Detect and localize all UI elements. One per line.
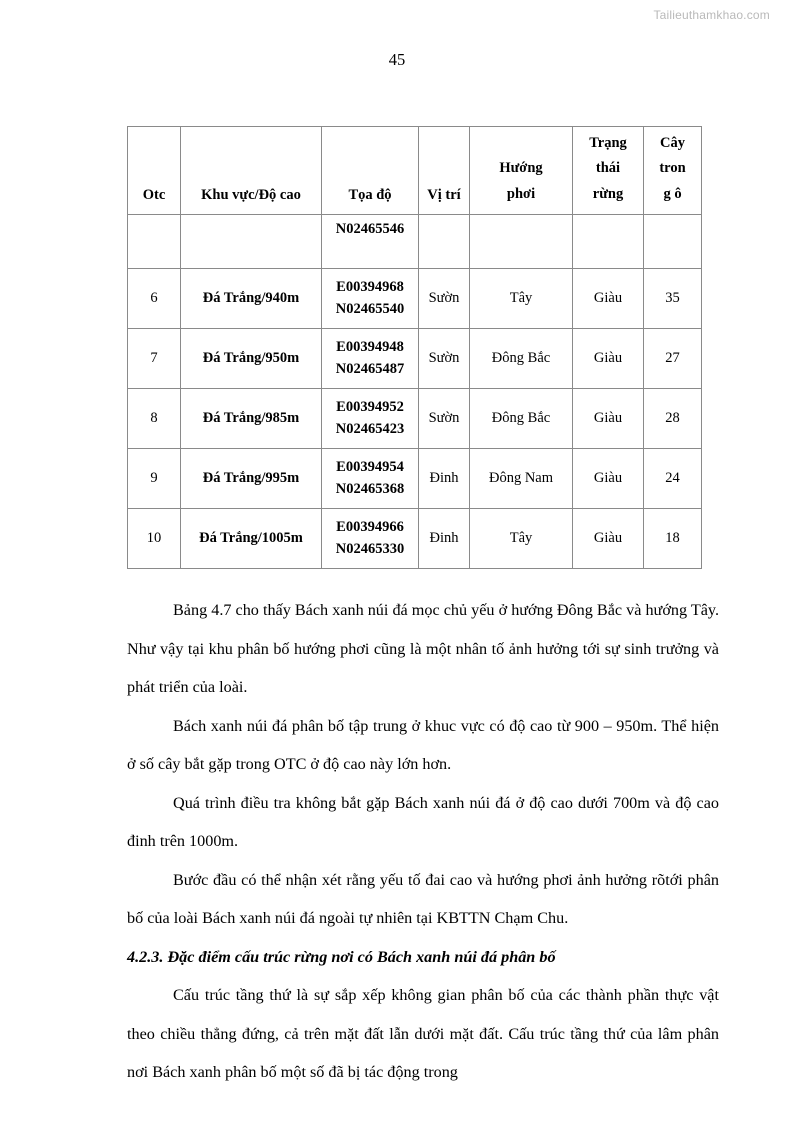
cell-aspect: Đông Bắc (470, 389, 573, 449)
section-heading-4-2-3: 4.2.3. Đặc điểm cấu trúc rừng nơi có Bách xanh núi đá phân bố (127, 947, 556, 966)
cell-position (419, 215, 470, 269)
cell-aspect (470, 215, 573, 269)
cell-trees-in-plot: 18 (644, 509, 702, 569)
paragraph-4: Bước đầu có thể nhận xét rằng yếu tố đai cao và hướng phơi ảnh hưởng rõtới phân bố của loài Bách xanh núi đá ngoài tự nhiên tại KBTTN Chạm Chu. (127, 870, 719, 927)
paragraph-5: Cấu trúc tầng thứ là sự sắp xếp không gian phân bố của các thành phần thực vật theo chiều thẳng đứng, cả trên mặt đất lẫn dưới mặt đất. Cấu trúc tầng thứ của lâm phân nơi Bách xanh phân bố một số đã bị tác động trong (127, 986, 719, 1081)
table-body (128, 215, 702, 569)
cell-position: Sườn (419, 329, 470, 389)
column-header-forest-state-line2: thái (595, 160, 621, 177)
cell-aspect: Đông Bắc (470, 329, 573, 389)
cell-trees-in-plot: 24 (644, 449, 702, 509)
coordinate-north: N02465487 (335, 360, 405, 377)
cell-trees-in-plot: 28 (644, 389, 702, 449)
cell-area-elevation (181, 215, 322, 269)
column-header-forest-state-line1: Trạng (589, 134, 627, 151)
cell-area-elevation: Đá Trắng/1005m (181, 509, 322, 569)
cell-otc: 6 (128, 269, 181, 329)
column-header-forest-state-line3: rừng (592, 185, 624, 202)
column-header-aspect (470, 127, 573, 215)
cell-area-elevation: Đá Trắng/940m (181, 269, 322, 329)
coordinate-east: E00394966 (336, 518, 404, 535)
cell-area-elevation: Đá Trắng/985m (181, 389, 322, 449)
watermark: Tailieuthamkhao.com (653, 8, 770, 22)
column-header-trees-line1: Cây (660, 134, 685, 151)
coordinate-east: E00394952 (336, 398, 404, 415)
cell-position: Đinh (419, 449, 470, 509)
coordinate-north: N02465368 (335, 480, 405, 497)
cell-position: Đinh (419, 509, 470, 569)
cell-coordinates (322, 509, 419, 569)
table-row (128, 329, 702, 389)
cell-position: Sườn (419, 269, 470, 329)
cell-aspect: Tây (470, 269, 573, 329)
cell-area-elevation: Đá Trắng/950m (181, 329, 322, 389)
column-header-area-elevation: Khu vực/Độ cao (181, 127, 322, 215)
cell-forest-state: Giàu (573, 449, 644, 509)
paragraph-3: Quá trình điều tra không bắt gặp Bách xanh núi đá ở độ cao dưới 700m và độ cao đinh trên 1000m. (127, 793, 719, 850)
column-header-coordinates: Tọa độ (322, 127, 419, 215)
coordinate-north: N02465423 (335, 420, 405, 437)
cell-otc: 7 (128, 329, 181, 389)
coordinate-east: E00394948 (336, 338, 404, 355)
cell-otc: 10 (128, 509, 181, 569)
coordinate-north: N02465540 (335, 300, 405, 317)
cell-otc (128, 215, 181, 269)
table-row (128, 269, 702, 329)
table-header (128, 127, 702, 215)
cell-area-elevation: Đá Trắng/995m (181, 449, 322, 509)
cell-forest-state: Giàu (573, 509, 644, 569)
cell-aspect: Tây (470, 509, 573, 569)
coordinate-north: N02465330 (335, 540, 405, 557)
table-row (128, 389, 702, 449)
body-text (127, 591, 719, 1092)
otc-survey-table (127, 126, 702, 569)
cell-coordinates (322, 449, 419, 509)
table-row (128, 449, 702, 509)
coordinate-east: E00394968 (336, 278, 404, 295)
table-row (128, 215, 702, 269)
paragraph-2: Bách xanh núi đá phân bố tập trung ở khuc vực có độ cao từ 900 – 950m. Thể hiện ở số cây bắt gặp trong OTC ở độ cao này lớn hơn. (127, 716, 719, 773)
column-header-aspect-line2: phơi (506, 185, 536, 202)
column-header-trees-line3: g ô (663, 185, 682, 202)
column-header-otc: Otc (128, 127, 181, 215)
cell-forest-state: Giàu (573, 269, 644, 329)
cell-forest-state: Giàu (573, 329, 644, 389)
paragraph-1: Bảng 4.7 cho thấy Bách xanh núi đá mọc chủ yếu ở hướng Đông Bắc và hướng Tây. Như vậy tại khu phân bố hướng phơi cũng là một nhân tố ảnh hưởng tới sự sinh trưởng và phát triển của loài. (127, 601, 719, 696)
cell-forest-state (573, 215, 644, 269)
page-number: 45 (388, 50, 406, 69)
cell-position: Sườn (419, 389, 470, 449)
column-header-forest-state (573, 127, 644, 215)
cell-coordinates (322, 269, 419, 329)
column-header-trees-in-plot (644, 127, 702, 215)
cell-aspect: Đông Nam (470, 449, 573, 509)
table-header-row (128, 127, 702, 215)
cell-coordinates (322, 389, 419, 449)
cell-coordinates (322, 329, 419, 389)
cell-coordinates (322, 215, 419, 269)
cell-forest-state: Giàu (573, 389, 644, 449)
table-row (128, 509, 702, 569)
coordinate-north: N02465546 (335, 221, 405, 237)
column-header-aspect-line1: Hướng (499, 160, 543, 177)
column-header-trees-line2: tron (659, 160, 686, 177)
coordinate-east: E00394954 (336, 458, 404, 475)
page-content (127, 126, 719, 1092)
cell-otc: 9 (128, 449, 181, 509)
column-header-position: Vị trí (419, 127, 470, 215)
cell-trees-in-plot: 35 (644, 269, 702, 329)
cell-trees-in-plot (644, 215, 702, 269)
cell-trees-in-plot: 27 (644, 329, 702, 389)
cell-otc: 8 (128, 389, 181, 449)
